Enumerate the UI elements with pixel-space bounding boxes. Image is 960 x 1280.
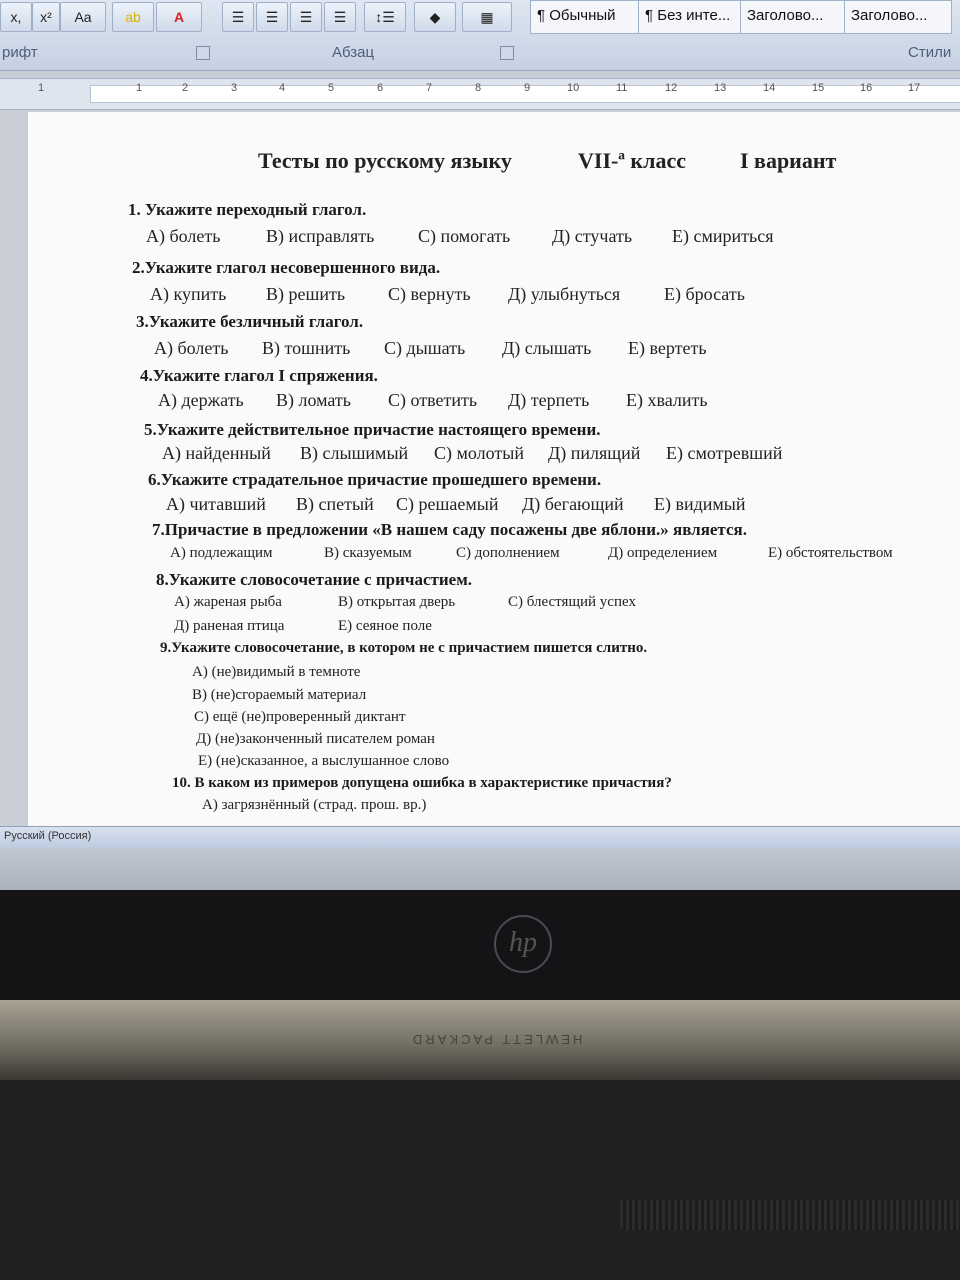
font-group-label: рифт: [2, 44, 38, 61]
highlight-color-button[interactable]: ab: [112, 2, 154, 32]
language-indicator[interactable]: Русский (Россия): [4, 830, 92, 842]
answer-option: Е) сеяное поле: [338, 618, 432, 634]
answer-option: Д) пилящий: [548, 443, 641, 463]
answer-option: Е) (не)сказанное, а выслушанное слово: [198, 753, 450, 769]
ruler-tick: 8: [475, 82, 482, 94]
answer-option: С) помогать: [418, 226, 511, 246]
answer-option: Е) смириться: [672, 226, 774, 246]
ruler-tick: 5: [328, 82, 335, 94]
style-heading-2[interactable]: Заголово...: [844, 0, 952, 34]
answer-option: Е) обстоятельством: [768, 545, 893, 561]
question-5: 5.Укажите действительное причастие настоящего времени.: [144, 420, 601, 439]
answer-option: Д) улыбнуться: [508, 284, 621, 304]
question-8: 8.Укажите словосочетание с причастием.: [156, 570, 473, 589]
borders-button[interactable]: ▦: [462, 2, 512, 32]
ribbon: [0, 0, 960, 71]
font-dialog-launcher[interactable]: [196, 46, 210, 60]
font-size-button[interactable]: x,: [0, 2, 32, 32]
answer-option: В) открытая дверь: [338, 594, 456, 610]
answer-option: С) ответить: [388, 390, 478, 410]
ruler-tick: 7: [426, 82, 433, 94]
answer-option: А) загрязнённый (страд. прош. вр.): [202, 797, 427, 813]
answer-option: Д) определением: [608, 545, 718, 561]
ruler-tick: 14: [763, 82, 776, 94]
answer-option: С) молотый: [434, 443, 524, 463]
answer-option: В) исправлять: [266, 226, 375, 246]
doc-title-subject: Тесты по русскому языку: [258, 148, 512, 173]
answer-option: А) жареная рыба: [174, 594, 282, 610]
speaker-grille: [620, 1200, 960, 1230]
answer-option: А) болеть: [146, 226, 221, 246]
answer-option: Е) смотревший: [666, 443, 783, 463]
styles-group-label: Стили: [908, 44, 952, 61]
answer-option: Д) стучать: [552, 226, 633, 246]
answer-option: Д) бегающий: [522, 494, 624, 514]
answer-option: Е) хвалить: [626, 390, 708, 410]
answer-option: В) тошнить: [262, 338, 351, 358]
question-10: 10. В каком из примеров допущена ошибка в характеристике причастия?: [172, 775, 672, 791]
answer-option: В) ломать: [276, 390, 352, 410]
change-case-button[interactable]: Aa: [60, 2, 106, 32]
answer-option: С) дополнением: [456, 545, 560, 561]
question-3: 3.Укажите безличный глагол.: [136, 312, 364, 331]
answer-option: С) решаемый: [396, 494, 499, 514]
ruler-tick: 17: [908, 82, 921, 94]
answer-option: А) держать: [158, 390, 244, 410]
ruler-tick: 15: [812, 82, 825, 94]
answer-option: В) спетый: [296, 494, 374, 514]
question-4: 4.Укажите глагол I спряжения.: [140, 366, 378, 385]
align-center-button[interactable]: ☰: [256, 2, 288, 32]
align-right-button[interactable]: ☰: [290, 2, 322, 32]
answer-option: А) (не)видимый в темноте: [192, 664, 361, 680]
laptop-bezel: [0, 890, 960, 1000]
answer-option: А) купить: [150, 284, 227, 304]
horizontal-ruler[interactable]: [0, 78, 960, 110]
answer-option: В) решить: [266, 284, 346, 304]
answer-option: А) болеть: [154, 338, 229, 358]
ruler-tick: 6: [377, 82, 384, 94]
answer-option: А) читавший: [166, 494, 266, 514]
font-color-button[interactable]: A: [156, 2, 202, 32]
bullets-button[interactable]: ☰: [222, 2, 254, 32]
ruler-tick: 12: [665, 82, 678, 94]
line-spacing-button[interactable]: ↕☰: [364, 2, 406, 32]
style-heading-1[interactable]: Заголово...: [740, 0, 848, 34]
hp-logo: hp: [494, 915, 552, 973]
brand-label: HEWLETT PACKARD: [410, 1032, 583, 1047]
question-7: 7.Причастие в предложении «В нашем саду посажены две яблони.» является.: [152, 520, 747, 539]
ruler-tick: 9: [524, 82, 531, 94]
paragraph-dialog-launcher[interactable]: [500, 46, 514, 60]
justify-button[interactable]: ☰: [324, 2, 356, 32]
ruler-tick: 13: [714, 82, 727, 94]
answer-option: Д) раненая птица: [174, 618, 285, 634]
question-2: 2.Укажите глагол несовершенного вида.: [132, 258, 441, 277]
answer-option: А) подлежащим: [170, 545, 273, 561]
answer-option: С) ещё (не)проверенный диктант: [194, 709, 406, 725]
style-no-spacing[interactable]: ¶ Без инте...: [638, 0, 746, 34]
ruler-tick: 3: [231, 82, 238, 94]
shading-button[interactable]: ◆: [414, 2, 456, 32]
ruler-tick: 10: [567, 82, 580, 94]
answer-option: С) дышать: [384, 338, 466, 358]
laptop-base: [0, 1080, 960, 1280]
doc-title-grade: VII-ª класс: [578, 148, 686, 173]
answer-option: Е) видимый: [654, 494, 746, 514]
question-6: 6.Укажите страдательное причастие прошедшего времени.: [148, 470, 602, 489]
answer-option: С) блестящий успех: [508, 594, 636, 610]
doc-title-variant: I вариант: [740, 148, 837, 173]
ruler-tick: 1: [38, 82, 45, 94]
answer-option: В) слышимый: [300, 443, 409, 463]
answer-option: Е) вертеть: [628, 338, 707, 358]
ruler-tick: 4: [279, 82, 286, 94]
ruler-tick: 11: [616, 82, 628, 94]
taskbar: [0, 848, 960, 890]
superscript-button[interactable]: x²: [32, 2, 60, 32]
style-normal[interactable]: ¶ Обычный: [530, 0, 642, 34]
answer-option: Е) бросать: [664, 284, 745, 304]
question-1: 1. Укажите переходный глагол.: [128, 200, 367, 219]
answer-option: С) вернуть: [388, 284, 471, 304]
answer-option: Д) терпеть: [508, 390, 590, 410]
answer-option: А) найденный: [162, 443, 271, 463]
ruler-tick: 16: [860, 82, 873, 94]
paragraph-group-label: Абзац: [332, 44, 375, 61]
answer-option: Д) слышать: [502, 338, 592, 358]
answer-option: В) сказуемым: [324, 545, 412, 561]
answer-option: Д) (не)законченный писателем роман: [196, 731, 435, 747]
ruler-tick: 2: [182, 82, 189, 94]
ruler-tick: 1: [136, 82, 143, 94]
answer-option: В) (не)сгораемый материал: [192, 687, 367, 703]
status-bar: [0, 826, 960, 849]
question-9: 9.Укажите словосочетание, в котором не с причастием пишется слитно.: [160, 640, 648, 656]
